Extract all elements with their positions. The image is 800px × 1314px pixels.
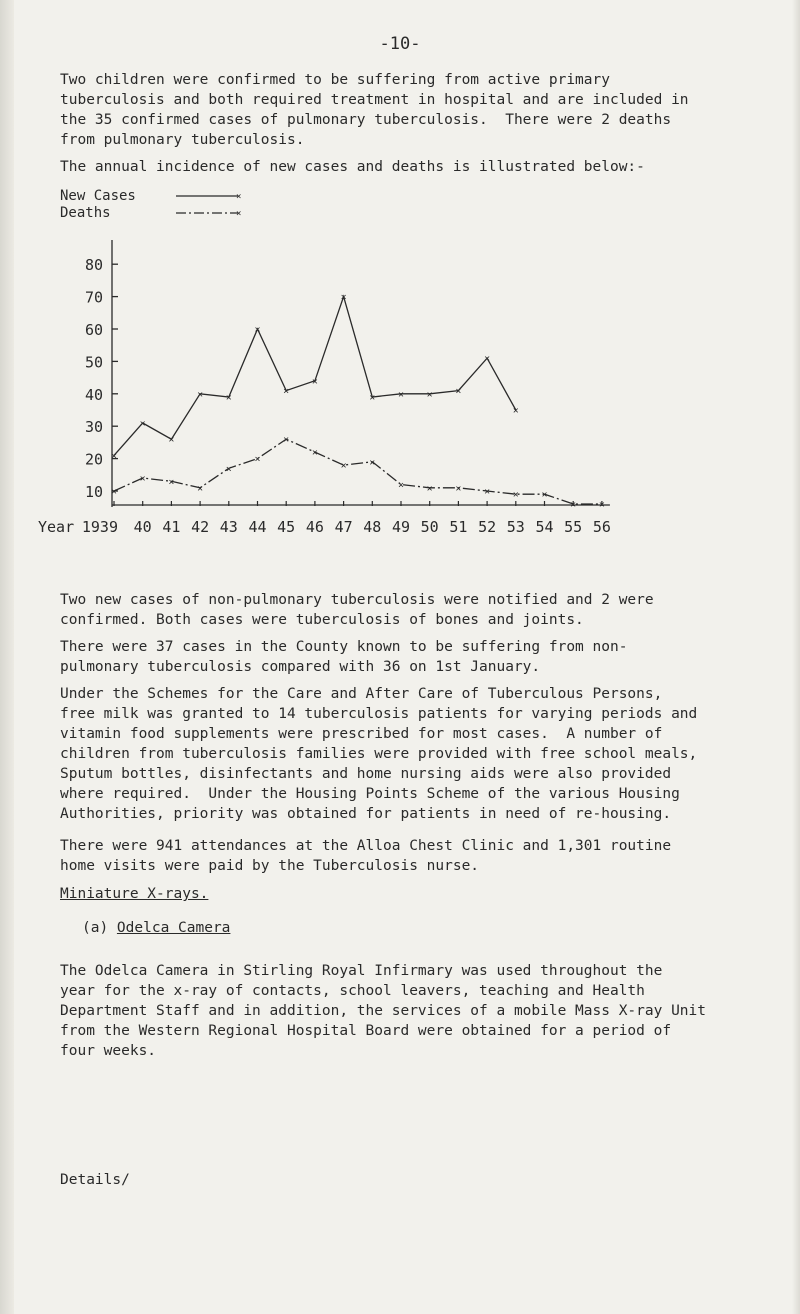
incidence-chart [0,0,800,560]
x-tick-label: 43 [219,518,238,536]
paragraph-county-cases: There were 37 cases in the County known to be suffering from non- pulmonary tuberculosis compared with 36 on 1st January. [60,639,628,675]
x-tick-label: 54 [535,518,554,536]
y-tick-label: 30 [84,418,103,437]
data-point-marker: × [225,463,232,475]
x-tick-label: 40 [133,518,152,536]
y-tick-label: 40 [84,385,103,404]
data-point-marker: × [570,499,577,511]
data-point-marker: × [168,434,175,446]
legend-label: Deaths [60,205,111,221]
data-point-marker: × [426,389,433,401]
series-line-deaths [114,439,602,504]
data-point-marker: × [311,376,318,388]
data-point-marker: × [254,454,261,466]
data-point-marker: × [455,386,462,398]
heading-miniature-xrays: Miniature X-rays. [60,886,209,902]
data-point-marker: × [340,460,347,472]
data-point-marker: × [397,480,405,492]
data-point-marker: × [254,324,261,336]
heading-odelca-camera: (a) Odelca Camera [82,920,231,936]
data-point-marker: × [197,483,204,495]
y-tick-label: 80 [84,256,103,275]
data-point-marker: × [139,473,146,485]
paragraph-care-schemes: Under the Schemes for the Care and After Care of Tuberculous Persons, free milk was granted to 14 tuberculosis patients for varying periods and vitamin food supplements were prescribed for most cases. A number of children from tuberculosis families were provided with free school meals, Sputum bottles, disinfectants and home nursing aids were also provided where required. Under the Housing Points Scheme of the various Housing Authorities, priority was obtained for patients in need of re-housing. [60,686,698,822]
paragraph-odelca-camera: The Odelca Camera in Stirling Royal Infirmary was used throughout the year for the x-ray of contacts, school leavers, teaching and Health Department Staff and in addition, the services of a mobile Mass X-ray Unit from the Western Regional Hospital Board were obtained for a period of four weeks. [60,963,707,1059]
x-tick-label: 49 [391,518,411,536]
x-axis-label: Year [38,518,75,536]
data-point-marker: × [598,499,605,511]
data-point-marker: × [110,450,118,462]
legend-marker: × [236,209,242,219]
data-point-marker: × [512,405,519,417]
paragraph-clinic-attendances: There were 941 attendances at the Alloa Chest Clinic and 1,301 routine home visits were paid by the Tuberculosis nurse. [60,838,672,874]
data-point-marker: × [225,392,232,404]
y-tick-label: 50 [84,353,103,372]
x-tick-label: 50 [420,518,439,536]
x-tick-label: 51 [449,518,468,536]
data-point-marker: × [283,434,290,446]
data-point-marker: × [369,457,376,469]
data-point-marker: × [426,483,433,495]
y-tick-label: 70 [84,288,103,307]
data-point-marker: × [110,486,118,498]
x-tick-label: 53 [506,518,525,536]
x-tick-label: 45 [277,518,296,536]
data-point-marker: × [197,389,204,401]
x-tick-label: 56 [592,518,611,536]
x-tick-label: 47 [334,518,353,536]
signoff-details: Details/ [60,1172,130,1188]
data-point-marker: × [541,489,548,501]
x-tick-label: 52 [478,518,497,536]
legend-marker: × [236,192,242,202]
paragraph-primary-tb: Two children were confirmed to be suffering from active primary tuberculosis and both required treatment in hospital and are included in the 35 confirmed cases of pulmonary tuberculosis. There were 2 deaths from pulmonary tuberculosis. [60,72,689,148]
y-tick-label: 10 [84,483,103,501]
x-tick-label: 55 [564,518,583,536]
data-point-marker: × [484,353,491,365]
y-tick-label: 20 [84,450,103,469]
data-point-marker: × [369,392,376,404]
x-tick-label: 44 [248,518,267,536]
heading-odelca-text: Odelca Camera [116,920,231,936]
legend-label: New Cases [60,188,136,204]
data-point-marker: × [512,489,519,501]
data-point-marker: × [311,447,318,459]
x-tick-label: 46 [305,518,324,536]
data-point-marker: × [168,476,175,488]
paragraph-chart-intro: The annual incidence of new cases and deaths is illustrated below:- [60,159,645,175]
x-tick-label: 1939 [81,518,118,536]
data-point-marker: × [484,486,491,498]
page-number: -10- [379,34,421,54]
x-tick-label: 41 [162,518,181,536]
data-point-marker: × [340,292,347,304]
x-tick-label: 48 [363,518,382,536]
paragraph-non-pulmonary: Two new cases of non-pulmonary tuberculosis were notified and 2 were confirmed. Both cases were tuberculosis of bones and joints. [60,592,654,628]
data-point-marker: × [139,418,146,430]
y-tick-label: 60 [84,321,103,339]
data-point-marker: × [455,483,462,495]
data-point-marker: × [283,386,290,398]
data-point-marker: × [397,389,405,401]
x-tick-label: 42 [191,518,210,536]
